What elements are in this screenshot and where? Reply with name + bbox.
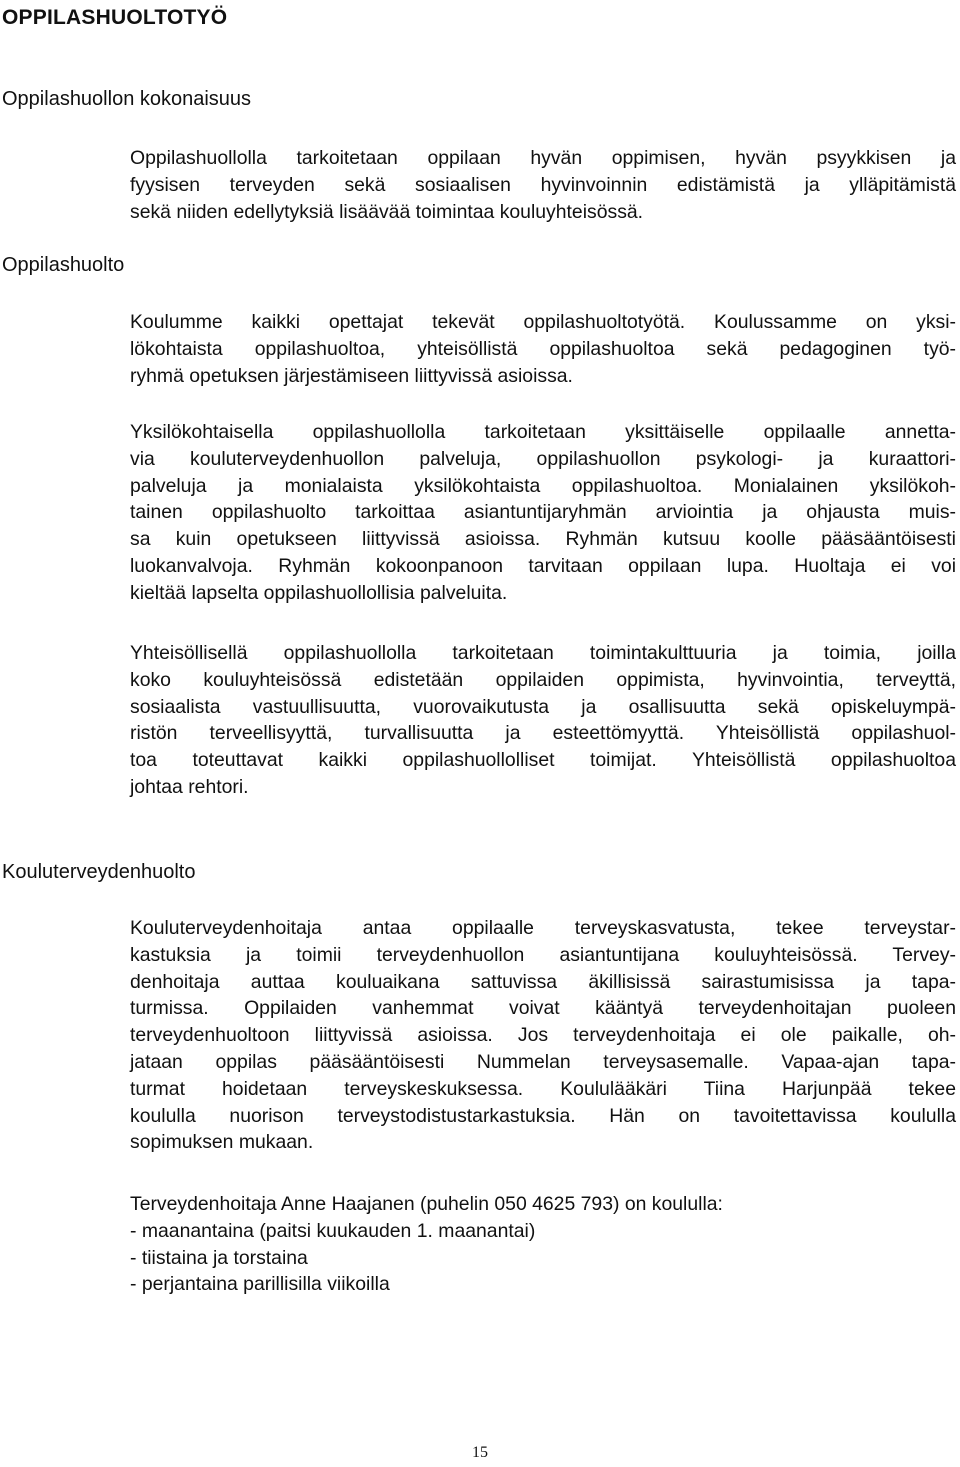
paragraph-teachers [130,309,956,389]
text-line: Koulumme kaikki opettajat tekevät oppilashuoltotyötä. Koulussamme on yksi- [130,311,956,333]
paragraph-nurse-schedule [130,1191,956,1298]
schedule-item: - maanantaina (paitsi kuukauden 1. maanantai) [130,1219,536,1242]
text-line: turmissa. Oppilaiden vanhemmat voivat kääntyä terveydenhoitajan puoleen [130,997,956,1020]
document-title: OPPILASHUOLTOTYÖ [2,6,228,29]
text-line: lökohtaista oppilashuoltoa, yhteisöllistä oppilashuoltoa sekä pedagoginen työ- [130,337,956,360]
text-line: Yksilökohtaisella oppilashuollolla tarkoitetaan yksittäiselle oppilaalle annetta- [130,421,956,443]
paragraph-school-nurse [130,915,956,1156]
text-line: jataan oppilas pääsääntöisesti Nummelan terveysasemalle. Vapaa-ajan tapa- [130,1050,956,1073]
text-line: luokanvalvoja. Ryhmän kokoonpanoon tarvitaan oppilaan lupa. Huoltaja ei voi [130,554,956,577]
text-line: koululla nuorison terveystodistustarkastuksia. Hän on tavoitettavissa koululla [130,1104,956,1127]
text-line: denhoitaja auttaa kouluaikana sattuvissa äkillisissä sairastumisissa ja tapa- [130,970,956,993]
text-line: Oppilashuollolla tarkoitetaan oppilaan hyvän oppimisen, hyvän psyykkisen ja [130,147,956,169]
text-line: ristön terveellisyyttä, turvallisuutta ja esteettömyyttä. Yhteisöllistä oppilashuol- [130,722,956,745]
text-line: Kouluterveydenhoitaja antaa oppilaalle terveyskasvatusta, tekee terveystar- [130,917,956,939]
schedule-item: - tiistaina ja torstaina [130,1246,308,1269]
text-line: fyysisen terveyden sekä sosiaalisen hyvinvoinnin edistämistä ja ylläpitämistä [130,173,956,196]
text-line: turmat hoidetaan terveyskeskuksessa. Koululääkäri Tiina Harjunpää tekee [130,1077,956,1100]
text-line: Yhteisöllisellä oppilashuollolla tarkoitetaan toimintakulttuuria ja toimia, joilla [130,642,956,664]
paragraph-communal-care [130,640,956,801]
text-line: sosiaalista vastuullisuutta, vuorovaikutusta ja osallisuutta sekä opiskeluympä- [130,695,956,718]
text-line: koko kouluyhteisössä edistetään oppilaiden oppimista, hyvinvointia, terveyttä, [130,668,956,691]
section-heading-oppilashuolto: Oppilashuolto [2,254,125,276]
text-line: via kouluterveydenhuollon palveluja, oppilashuollon psykologi- ja kuraattori- [130,447,956,470]
text-line: johtaa rehtori. [130,775,249,798]
text-line: sekä niiden edellytyksiä lisäävää toimintaa kouluyhteisössä. [130,200,644,223]
paragraph-definition [130,145,956,225]
text-line: ryhmä opetuksen järjestämiseen liittyvissä asioissa. [130,364,573,387]
text-line: toa toteuttavat kaikki oppilashuollolliset toimijat. Yhteisöllistä oppilashuoltoa [130,749,956,772]
page-number: 15 [472,1444,488,1461]
section-heading-kouluterveydenhuolto: Kouluterveydenhuolto [2,861,196,883]
text-line: Terveydenhoitaja Anne Haajanen (puhelin 050 4625 793) on koululla: [130,1193,723,1215]
text-line: kastuksia ja toimii terveydenhuollon asiantuntijana kouluyhteisössä. Tervey- [130,943,956,966]
text-line: tainen oppilashuolto tarkoittaa asiantuntijaryhmän arviointia ja ohjausta muis- [130,501,956,524]
text-line: kieltää lapselta oppilashuollollisia palveluita. [130,581,508,604]
schedule-item: - perjantaina parillisilla viikoilla [130,1273,390,1296]
text-line: palveluja ja monialaista yksilökohtaista oppilashuoltoa. Monialainen yksilökoh- [130,474,956,497]
text-line: sopimuksen mukaan. [130,1131,314,1154]
text-line: terveydenhuoltoon liittyvissä asioissa. Jos terveydenhoitaja ei ole paikalle, oh- [130,1024,956,1047]
text-line: sa kuin opetukseen liittyvissä asioissa. Ryhmän kutsuu koolle pääsääntöisesti [130,528,956,551]
paragraph-individual-care [130,419,956,607]
document-subtitle: Oppilashuollon kokonaisuus [2,88,252,110]
